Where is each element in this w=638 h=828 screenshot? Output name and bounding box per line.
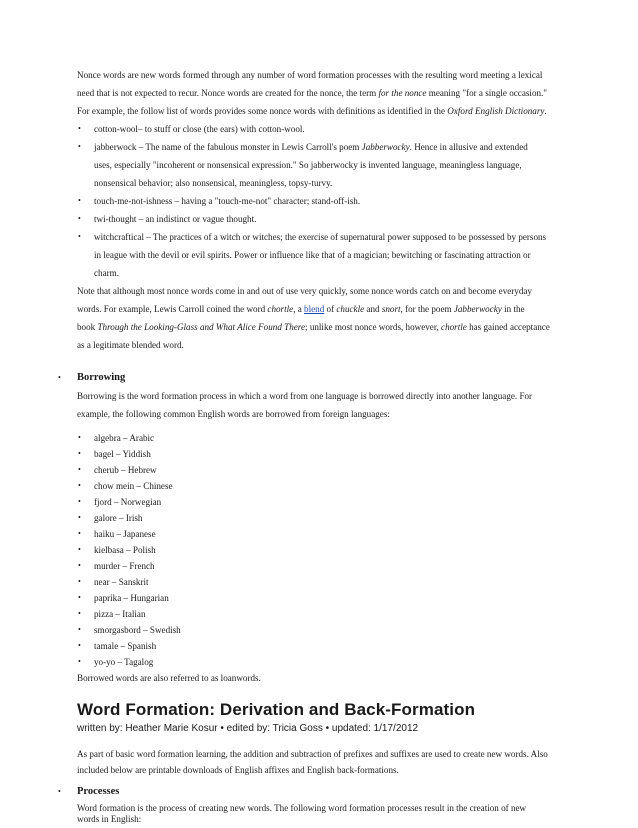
bullet-icon: • <box>78 641 81 650</box>
list-item: fjord – Norwegian <box>94 497 162 507</box>
bullet-icon: • <box>78 513 81 522</box>
list-item: twi-thought – an indistinct or vague thought. <box>94 214 257 224</box>
bullet-icon: • <box>78 577 81 586</box>
bullet-icon: • <box>78 196 81 205</box>
article-intro-line-2: included below are printable downloads of English affixes and English back-formations. <box>77 765 399 775</box>
bullet-icon: • <box>78 433 81 442</box>
bullet-icon: • <box>78 545 81 554</box>
bullet-icon: • <box>78 561 81 570</box>
nonce-note-line-4: as a legitimate blended word. <box>77 340 184 350</box>
nonce-intro-line-2: need that is not expected to recur. Nonce words are created for the nonce, the term for the nonce meaning "for a single occasion." <box>77 88 548 98</box>
list-item-continuation: uses, especially "incoherent or nonsensical expression." So jabberwocky is invented language, meaningless language, <box>94 160 522 170</box>
bullet-icon: • <box>78 497 81 506</box>
list-item: pizza – Italian <box>94 609 146 619</box>
list-item-continuation: nonsensical behavior; also nonsensical, meaningless, topsy-turvy. <box>94 178 333 188</box>
nonce-note-line-1: Note that although most nonce words come in and out of use very quickly, some nonce words catch on and become everyday <box>77 286 532 296</box>
bullet-icon: • <box>78 625 81 634</box>
bullet-icon: • <box>78 449 81 458</box>
list-item: kielbasa – Polish <box>94 545 156 555</box>
list-item-continuation: charm. <box>94 268 119 278</box>
list-item: cotton-wool– to stuff or close (the ears) with cotton-wool. <box>94 124 305 134</box>
borrowing-footer: Borrowed words are also referred to as loanwords. <box>77 673 261 683</box>
list-item: near – Sanskrit <box>94 577 149 587</box>
processes-intro-line-2: words in English: <box>77 814 142 824</box>
list-item: jabberwock – The name of the fabulous monster in Lewis Carroll's poem Jabberwocky. Hence in allusive and extended <box>94 142 528 152</box>
bullet-icon: • <box>78 481 81 490</box>
processes-heading: Processes <box>77 786 120 797</box>
processes-intro-line-1: Word formation is the process of creating new words. The following word formation processes result in the creation of new <box>77 803 527 813</box>
article-intro-line-1: As part of basic word formation learning, the addition and subtraction of prefixes and suffixes are used to create new words. Also <box>77 749 548 759</box>
article-byline: written by: Heather Marie Kosur • edited by: Tricia Goss • updated: 1/17/2012 <box>77 723 419 734</box>
list-item: haiku – Japanese <box>94 529 156 539</box>
bullet-icon: • <box>78 232 81 241</box>
list-item: bagel – Yiddish <box>94 449 151 459</box>
nonce-intro-line-1: Nonce words are new words formed through any number of word formation processes with the resulting word meeting a lexical <box>77 70 543 80</box>
list-item: smorgasbord – Swedish <box>94 625 181 635</box>
list-item: paprika – Hungarian <box>94 593 169 603</box>
nonce-intro-line-3: For example, the follow list of words provides some nonce words with definitions as identified in the Oxford English Dictionary. <box>77 106 547 116</box>
nonce-note-line-2: words. For example, Lewis Carroll coined the word chortle, a blend of chuckle and snort, for the poem Jabberwocky in the <box>77 304 525 314</box>
borrowing-intro-line-2: example, the following common English words are borrowed from foreign languages: <box>77 409 390 419</box>
nonce-note-line-3: book Through the Looking-Glass and What Alice Found There; unlike most nonce words, however, chortle has gained acceptance <box>77 322 550 332</box>
list-item: witchcraftical – The practices of a witch or witches; the exercise of supernatural power supposed to be possessed by persons <box>94 232 547 242</box>
bullet-icon: • <box>78 529 81 538</box>
bullet-icon: • <box>78 142 81 151</box>
blend-link[interactable]: blend <box>304 304 325 314</box>
bullet-icon: • <box>78 609 81 618</box>
list-item-continuation: in league with the devil or evil spirits. Power or influence like that of a magician; bewitching or fascinating attraction or <box>94 250 531 260</box>
borrowing-heading: Borrowing <box>77 372 126 383</box>
list-item: algebra – Arabic <box>94 433 155 443</box>
list-item: yo-yo – Tagalog <box>94 657 154 667</box>
borrowing-intro-line-1: Borrowing is the word formation process in which a word from one language is borrowed directly into another language. For <box>77 391 533 401</box>
list-item: murder – French <box>94 561 155 571</box>
bullet-icon: • <box>58 373 61 382</box>
article-title: Word Formation: Derivation and Back-Formation <box>77 700 476 719</box>
list-item: chow mein – Chinese <box>94 481 173 491</box>
bullet-icon: • <box>78 657 81 666</box>
list-item: cherub – Hebrew <box>94 465 157 475</box>
bullet-icon: • <box>78 593 81 602</box>
list-item: touch-me-not-ishness – having a "touch-me-not" character; stand-off-ish. <box>94 196 361 206</box>
list-item: tamale – Spanish <box>94 641 157 651</box>
bullet-icon: • <box>58 787 61 796</box>
list-item: galore – Irish <box>94 513 143 523</box>
bullet-icon: • <box>78 214 81 223</box>
bullet-icon: • <box>78 124 81 133</box>
bullet-icon: • <box>78 465 81 474</box>
